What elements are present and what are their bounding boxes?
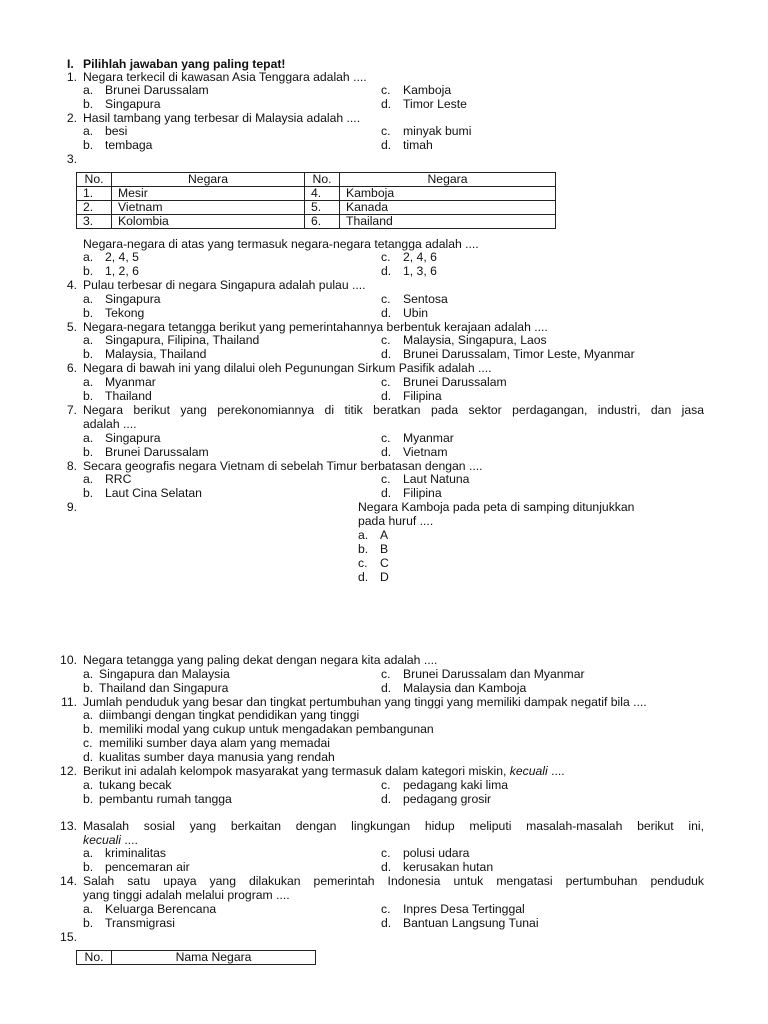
question-text: Negara Kamboja pada peta di samping ditunjukkan xyxy=(358,500,635,514)
question-text: Hasil tambang yang terbesar di Malaysia adalah .... xyxy=(83,111,361,125)
option-b[interactable]: b. tembaga xyxy=(83,138,153,152)
question-text-cont: pada huruf .... xyxy=(358,514,434,528)
question-number: 14. xyxy=(60,874,77,888)
option-c[interactable]: c. polusi udara xyxy=(381,846,470,860)
table-cell: Kamboja xyxy=(340,187,556,201)
question-text-cont: adalah .... xyxy=(83,417,137,431)
option-a[interactable]: a. Keluarga Berencana xyxy=(83,902,217,916)
emphasis-kecuali: kecuali xyxy=(83,833,121,847)
option-c[interactable]: c. pedagang kaki lima xyxy=(381,778,509,792)
question-number: 8. xyxy=(66,459,77,473)
option-a[interactable]: a. A xyxy=(358,528,389,542)
option-d[interactable]: d. timah xyxy=(381,138,433,152)
option-d[interactable]: d. 1, 3, 6 xyxy=(381,264,437,278)
table-cell: 4. xyxy=(305,187,340,201)
country-table xyxy=(76,172,556,229)
question-text: Negara-negara di atas yang termasuk negara-negara tetangga adalah .... xyxy=(83,237,479,251)
question-text: Salah satu upaya yang dilakukan pemerintah Indonesia untuk mengatasi pertumbuhan penduduk xyxy=(83,874,704,888)
table-cell: 2. xyxy=(77,201,112,215)
option-d[interactable]: d. Filipina xyxy=(381,486,442,500)
option-b[interactable]: b. Transmigrasi xyxy=(83,916,175,930)
table-header: Negara xyxy=(112,173,305,187)
option-d[interactable]: d. kualitas sumber daya manusia yang rendah xyxy=(83,750,335,764)
option-d[interactable]: d. Bantuan Langsung Tunai xyxy=(381,916,539,930)
option-c[interactable]: c. 2, 4, 6 xyxy=(381,250,437,264)
question-number: 3. xyxy=(66,152,77,166)
question-number: 13. xyxy=(60,819,77,833)
question-number: 4. xyxy=(66,278,77,292)
table-cell: 6. xyxy=(305,215,340,229)
option-d[interactable]: d. Filipina xyxy=(381,389,442,403)
table-header: Nama Negara xyxy=(112,951,316,965)
option-b[interactable]: b. Laut Cina Selatan xyxy=(83,486,202,500)
option-a[interactable]: a. tukang becak xyxy=(83,778,172,792)
question-number: 2. xyxy=(66,111,77,125)
option-b[interactable]: b. pencemaran air xyxy=(83,860,190,874)
table-header: No. xyxy=(77,951,112,965)
table-cell: Vietnam xyxy=(112,201,305,215)
question-number: 5. xyxy=(66,320,77,334)
question-text-cont: kecuali .... xyxy=(83,833,138,847)
option-b[interactable]: b. Tekong xyxy=(83,306,145,320)
option-d[interactable]: d. Malaysia dan Kamboja xyxy=(381,681,527,695)
option-b[interactable]: b. B xyxy=(358,542,389,556)
question-number: 9. xyxy=(66,500,77,514)
option-c[interactable]: c. memiliki sumber daya alam yang memadai xyxy=(83,736,330,750)
option-b[interactable]: b. Brunei Darussalam xyxy=(83,445,209,459)
question-number: 15. xyxy=(60,930,77,944)
option-a[interactable]: a. Singapura xyxy=(83,431,161,445)
option-a[interactable]: a. Singapura dan Malaysia xyxy=(83,667,230,681)
option-b[interactable]: b. 1, 2, 6 xyxy=(83,264,139,278)
table-header: No. xyxy=(77,173,112,187)
question-text: Berikut ini adalah kelompok masyarakat yang termasuk dalam kategori miskin, kecuali .... xyxy=(83,764,565,778)
table-cell: Thailand xyxy=(340,215,556,229)
question-text: Secara geografis negara Vietnam di sebelah Timur berbatasan dengan .... xyxy=(83,459,483,473)
question-number: 6. xyxy=(66,361,77,375)
option-a[interactable]: a. Myanmar xyxy=(83,375,156,389)
question-text: Negara di bawah ini yang dilalui oleh Pegunungan Sirkum Pasifik adalah .... xyxy=(83,361,492,375)
option-c[interactable]: c. Inpres Desa Tertinggal xyxy=(381,902,525,916)
table-header: Negara xyxy=(340,173,556,187)
option-b[interactable]: b. Singapura xyxy=(83,97,161,111)
question-number: 10. xyxy=(60,653,77,667)
option-b[interactable]: b. Thailand xyxy=(83,389,152,403)
option-c[interactable]: c. Sentosa xyxy=(381,292,448,306)
option-c[interactable]: c. minyak bumi xyxy=(381,124,472,138)
option-c[interactable]: c. Kamboja xyxy=(381,83,452,97)
table-cell: Kanada xyxy=(340,201,556,215)
section-title: Pilihlah jawaban yang paling tepat! xyxy=(83,57,286,71)
option-a[interactable]: a. Singapura, Filipina, Thailand xyxy=(83,333,260,347)
question-text: Masalah sosial yang berkaitan dengan lingkungan hidup meliputi masalah-masalah berikut ini, xyxy=(83,819,704,833)
question-text: Pulau terbesar di negara Singapura adalah pulau .... xyxy=(83,278,366,292)
table-cell: 1. xyxy=(77,187,112,201)
option-d[interactable]: d. pedagang grosir xyxy=(381,792,492,806)
country-name-table xyxy=(76,950,316,965)
option-b[interactable]: b. Thailand dan Singapura xyxy=(83,681,229,695)
option-a[interactable]: a. 2, 4, 5 xyxy=(83,250,139,264)
option-b[interactable]: b. Malaysia, Thailand xyxy=(83,347,207,361)
option-c[interactable]: c. Myanmar xyxy=(381,431,454,445)
table-cell: 5. xyxy=(305,201,340,215)
option-c[interactable]: c. Malaysia, Singapura, Laos xyxy=(381,333,547,347)
option-a[interactable]: a. kriminalitas xyxy=(83,846,166,860)
option-d[interactable]: d. Vietnam xyxy=(381,445,448,459)
question-text-cont: yang tinggi adalah melalui program .... xyxy=(83,888,290,902)
table-header: No. xyxy=(305,173,340,187)
table-cell: 3. xyxy=(77,215,112,229)
option-d[interactable]: d. kerusakan hutan xyxy=(381,860,494,874)
option-a[interactable]: a. besi xyxy=(83,124,128,138)
table-cell: Kolombia xyxy=(112,215,305,229)
option-d[interactable]: d. Timor Leste xyxy=(381,97,467,111)
option-d[interactable]: d. Ubin xyxy=(381,306,429,320)
option-a[interactable]: a. RRC xyxy=(83,472,132,486)
option-c[interactable]: c. Brunei Darussalam xyxy=(381,375,507,389)
question-number: 1. xyxy=(66,70,77,84)
option-c[interactable]: c. Laut Natuna xyxy=(381,472,470,486)
option-c[interactable]: c. C xyxy=(358,556,389,570)
question-text: Negara terkecil di kawasan Asia Tenggara adalah .... xyxy=(83,70,367,84)
question-number: 12. xyxy=(60,764,77,778)
table-cell: Mesir xyxy=(112,187,305,201)
option-b[interactable]: b. memiliki modal yang cukup untuk mengadakan pembangunan xyxy=(83,722,434,736)
question-number: 11. xyxy=(60,695,77,709)
question-text: Negara berikut yang perekonomiannya di titik beratkan pada sektor perdagangan, industri, dan jasa xyxy=(83,403,704,417)
option-a[interactable]: a. Brunei Darussalam xyxy=(83,83,209,97)
question-text: Negara tetangga yang paling dekat dengan negara kita adalah .... xyxy=(83,653,438,667)
option-a[interactable]: a. Singapura xyxy=(83,292,161,306)
emphasis-kecuali: kecuali xyxy=(509,764,548,778)
option-a[interactable]: a. diimbangi dengan tingkat pendidikan yang tinggi xyxy=(83,708,360,722)
question-number: 7. xyxy=(66,403,77,417)
option-c[interactable]: c. Brunei Darussalam dan Myanmar xyxy=(381,667,585,681)
option-d[interactable]: d. Brunei Darussalam, Timor Leste, Myanmar xyxy=(381,347,635,361)
option-d[interactable]: d. D xyxy=(358,570,389,584)
option-b[interactable]: b. pembantu rumah tangga xyxy=(83,792,232,806)
section-label: I. xyxy=(67,57,74,71)
question-text: Negara-negara tetangga berikut yang pemerintahannya berbentuk kerajaan adalah .... xyxy=(83,320,548,334)
question-text: Jumlah penduduk yang besar dan tingkat pertumbuhan yang tinggi yang memiliki dampak negatif bila .... xyxy=(83,695,647,709)
